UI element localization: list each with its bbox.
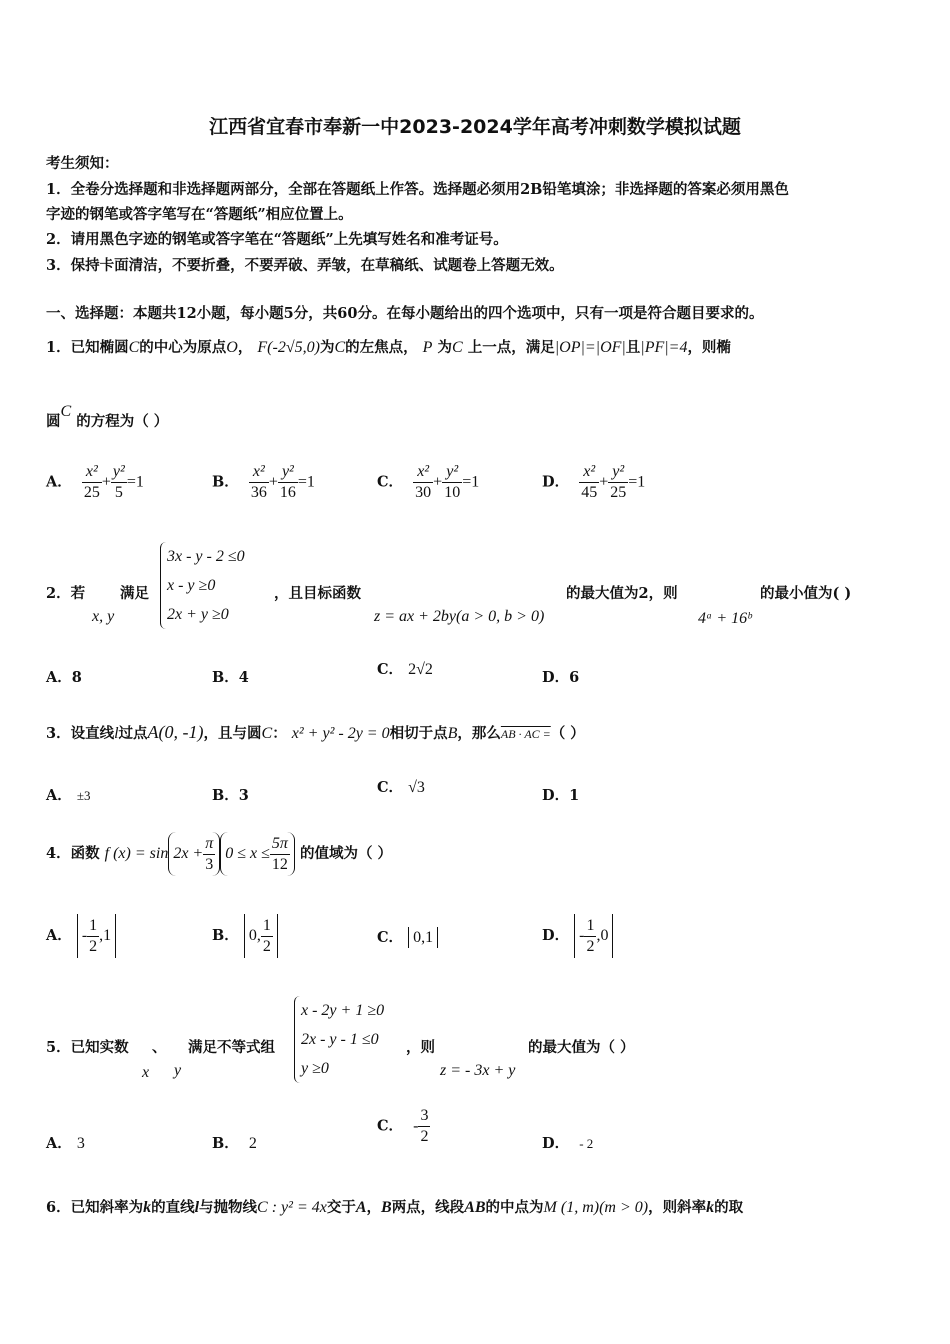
sign: -: [579, 927, 585, 944]
q4-arg: 2x +: [173, 845, 204, 862]
q2-text: 的最大值为2，则: [566, 585, 678, 602]
q6-a: A: [355, 1199, 367, 1216]
option-label: C．: [377, 661, 404, 678]
fraction: [442, 462, 462, 503]
option-label: C．: [377, 929, 404, 946]
denominator: 25: [83, 484, 100, 501]
numerator: y²: [608, 462, 628, 483]
constraint: 3x - y - 2 ≤0: [167, 548, 245, 565]
section-heading: 一、选择题：本题共12小题，每小题5分，共60分。在每小题给出的四个选项中，只有一项是符合题目要求的。: [46, 305, 764, 322]
q3-dot-product: AB · AC =: [500, 727, 551, 741]
q1-c: C: [128, 339, 140, 356]
q3-circle: x² + y² - 2y = 0: [291, 725, 390, 742]
question-1-line-1: [46, 336, 731, 357]
option-label: A．: [46, 927, 72, 944]
numerator: 1: [261, 916, 273, 937]
q2-option-d[interactable]: [542, 666, 579, 687]
q3-text: （ ）: [550, 725, 585, 742]
q4-text: 4．函数: [46, 845, 100, 862]
option-label: C．: [377, 1117, 404, 1135]
plus: +: [433, 473, 443, 491]
q2-option-c[interactable]: [377, 658, 433, 679]
q1-text: 的左焦点，: [345, 339, 418, 356]
q1-p: P: [422, 339, 433, 356]
fraction: [82, 462, 102, 503]
q2-text: 2．若: [46, 585, 86, 602]
q5-option-a[interactable]: [46, 1132, 85, 1153]
question-1-line-2: [46, 403, 169, 431]
q2-option-a[interactable]: [46, 666, 82, 687]
q5-objective: z = - 3x + y: [440, 1062, 516, 1079]
option-value: 1: [569, 787, 580, 804]
notice-item: 2．请用黑色字迹的钢笔或答字笔在“答题纸”上先填写姓名和准考证号。: [46, 231, 508, 248]
numerator: y²: [111, 462, 127, 483]
q2-constraint-system: [160, 542, 245, 629]
q3-l: l: [114, 725, 119, 742]
q5-y: y: [174, 1062, 182, 1079]
q6-text: ，: [366, 1199, 382, 1216]
question-6: [46, 1196, 743, 1217]
fraction: [270, 834, 290, 875]
paren-group: [168, 832, 220, 876]
fraction: [203, 834, 215, 875]
option-label: A．: [46, 1135, 72, 1152]
q3-text: ：: [272, 725, 287, 742]
numerator: x²: [249, 462, 269, 483]
q6-text: 的直线: [151, 1199, 195, 1216]
numerator: 5π: [270, 834, 290, 855]
constraint: x - 2y + 1 ≥0: [301, 1002, 385, 1019]
bound: ,0: [596, 927, 609, 944]
option-label: B．: [212, 787, 239, 804]
q2-objective: z = ax + 2by(a > 0, b > 0): [374, 608, 545, 625]
q1-text: ，则椭: [687, 339, 731, 356]
q2-vars: x, y: [92, 608, 115, 625]
q6-text: 两点，线段: [391, 1199, 465, 1216]
q6-text: 的中点为: [485, 1199, 544, 1216]
denominator: 3: [205, 855, 214, 873]
q4-domain: 0 ≤ x ≤: [225, 845, 270, 862]
notice-item: 字迹的钢笔或答字笔写在“答题纸”相应位置上。: [46, 206, 353, 223]
constraint: 2x - y - 1 ≤0: [301, 1031, 379, 1048]
option-value: 3: [76, 1135, 85, 1152]
q5-option-c[interactable]: [377, 1106, 430, 1147]
fraction: [413, 462, 433, 503]
option-label: D．: [542, 473, 570, 491]
q5-x: x: [142, 1064, 150, 1081]
option-value: 3: [238, 787, 249, 804]
q1-c: C: [452, 339, 463, 356]
bound: ,1: [99, 927, 112, 944]
q5-option-d[interactable]: [542, 1132, 593, 1153]
q4-text: 的值域为（ ）: [300, 845, 393, 862]
denominator: 45: [581, 484, 598, 501]
numerator: 1: [87, 916, 99, 937]
q1-c: C: [334, 339, 346, 356]
q3-option-c[interactable]: [377, 776, 425, 797]
q1-cond-1: |OP|=|OF|: [554, 339, 626, 356]
q1-text: 圆: [46, 413, 61, 430]
numerator: π: [203, 834, 215, 855]
q3-c: C: [261, 725, 273, 742]
option-label: C．: [377, 473, 404, 491]
fraction: [87, 916, 99, 957]
notice-item: 3．保持卡面清洁，不要折叠，不要弄破、弄皱，在草稿纸、试题卷上答题无效。: [46, 257, 564, 274]
q4-option-c[interactable]: [377, 926, 438, 947]
plus: +: [101, 473, 111, 491]
sign: -: [413, 1117, 419, 1135]
option-value: 2√2: [408, 661, 433, 678]
q5-text: ，则: [406, 1039, 435, 1056]
denominator: 2: [262, 937, 271, 955]
option-label: B．: [212, 927, 239, 944]
q2-text: ，且目标函数: [274, 585, 361, 602]
bracket: [574, 914, 613, 958]
q1-text: 的中心为原点: [139, 339, 227, 356]
q3-option-b[interactable]: [212, 784, 249, 805]
fraction: [261, 916, 273, 957]
q4-option-d[interactable]: [542, 914, 613, 958]
denominator: 25: [610, 484, 627, 501]
q1-option-b[interactable]: [212, 462, 315, 503]
plus: +: [599, 473, 609, 491]
equals: =1: [628, 473, 646, 491]
question-4: [46, 832, 392, 876]
plus: +: [268, 473, 278, 491]
fraction: [418, 1106, 430, 1147]
q3-text: ，那么: [457, 725, 501, 742]
denominator: 2: [586, 937, 595, 955]
q3-text: 相切于点: [389, 725, 448, 742]
option-value: 8: [71, 669, 82, 686]
q1-option-c[interactable]: [377, 462, 479, 503]
option-label: B．: [212, 669, 239, 686]
numerator: x²: [82, 462, 102, 483]
q2-text: 的最小值为( ): [760, 585, 852, 602]
fraction: [111, 462, 127, 503]
bound: 0,: [248, 927, 261, 944]
q1-text: 1．已知椭圆: [46, 339, 129, 356]
q3-point-a: A(0, -1): [147, 722, 204, 742]
paren-group: [220, 832, 295, 876]
q1-text: 为: [437, 339, 453, 356]
numerator: y²: [442, 462, 462, 483]
constraint: 2x + y ≥0: [167, 606, 229, 623]
option-label: A．: [46, 787, 72, 804]
numerator: 3: [418, 1106, 430, 1127]
denominator: 2: [89, 937, 98, 955]
bracket: [244, 914, 278, 958]
denominator: 30: [415, 484, 432, 501]
q3-text: ，且与圆: [203, 725, 262, 742]
q4-option-b[interactable]: [212, 914, 278, 958]
q1-text: 为: [319, 339, 335, 356]
option-label: D．: [542, 787, 570, 804]
fraction: [608, 462, 628, 503]
q5-text: 的最大值为（ ）: [528, 1039, 635, 1056]
q1-c: C: [60, 403, 72, 420]
q1-cond-2: |PF|=4: [640, 339, 688, 356]
q4-option-a[interactable]: [46, 914, 116, 958]
denominator: 5: [114, 484, 123, 501]
q5-text: 满足不等式组: [188, 1039, 275, 1056]
q1-text: 且: [625, 339, 641, 356]
fraction: [278, 462, 298, 503]
q2-option-b[interactable]: [212, 666, 249, 687]
notice-item: 1．全卷分选择题和非选择题两部分，全部在答题纸上作答。选择题必须用2B铅笔填涂；非选择题的答案必须用黑色: [46, 181, 789, 198]
q5-constraint-system: [294, 996, 384, 1083]
q1-option-a[interactable]: [46, 462, 144, 503]
option-label: A．: [46, 473, 72, 491]
denominator: 12: [271, 855, 288, 873]
q6-ab: AB: [464, 1199, 486, 1216]
equals: =1: [297, 473, 315, 491]
option-label: A．: [46, 669, 72, 686]
numerator: y²: [278, 462, 298, 483]
q6-l: l: [194, 1199, 200, 1216]
q2-text: 满足: [120, 585, 149, 602]
q6-k: k: [143, 1199, 152, 1216]
q3-option-a[interactable]: [46, 784, 90, 805]
q1-o: O: [226, 339, 238, 356]
fraction: [584, 916, 596, 957]
constraint: x - y ≥0: [167, 577, 216, 594]
option-label: D．: [542, 927, 570, 944]
q5-text: 、: [152, 1039, 167, 1056]
numerator: x²: [413, 462, 433, 483]
q1-text: 上一点，满足: [467, 339, 555, 356]
q2-expression: 4ᵃ + 16ᵇ: [698, 610, 752, 627]
q6-text: ，则斜率: [648, 1199, 707, 1216]
q6-midpoint: M (1, m)(m > 0): [543, 1199, 649, 1216]
q6-text: 的取: [714, 1199, 744, 1216]
question-3: [46, 722, 585, 743]
option-value: 4: [238, 669, 249, 686]
option-value: √3: [408, 779, 425, 796]
q1-option-d[interactable]: [542, 462, 645, 503]
option-value: - 2: [579, 1136, 594, 1151]
option-value: 0,1: [408, 927, 438, 948]
option-label: D．: [542, 669, 570, 686]
page-title: 江西省宜春市奉新一中2023-2024学年高考冲刺数学模拟试题: [209, 116, 741, 138]
fraction: [249, 462, 269, 503]
q3-option-d[interactable]: [542, 784, 579, 805]
numerator: 1: [584, 916, 596, 937]
q3-text: 3．设直线: [46, 725, 115, 742]
option-label: C．: [377, 779, 404, 796]
q3-point-b: B: [447, 725, 458, 742]
denominator: 10: [444, 484, 461, 501]
q3-text: 过点: [118, 725, 148, 742]
q6-text: 与抛物线: [199, 1199, 258, 1216]
q6-text: 交于: [326, 1199, 356, 1216]
equals: =1: [462, 473, 480, 491]
option-label: B．: [212, 1135, 239, 1152]
denominator: 36: [250, 484, 267, 501]
q6-text: 6．已知斜率为: [46, 1199, 144, 1216]
constraint: y ≥0: [301, 1060, 329, 1077]
bracket: [77, 914, 116, 958]
denominator: 2: [420, 1128, 429, 1145]
q4-function: f (x) = sin: [104, 845, 169, 862]
option-label: D．: [542, 1135, 570, 1152]
option-value: 2: [248, 1135, 257, 1152]
fraction: [579, 462, 599, 503]
q1-text: ，: [237, 339, 253, 356]
q6-k: k: [706, 1199, 715, 1216]
q5-option-b[interactable]: [212, 1132, 257, 1153]
option-label: B．: [212, 473, 239, 491]
q6-parabola: C : y² = 4x: [257, 1199, 327, 1216]
numerator: x²: [579, 462, 599, 483]
denominator: 16: [279, 484, 296, 501]
notice-heading: 考生须知：: [46, 155, 119, 172]
q6-b: B: [381, 1199, 392, 1216]
q1-text: 的方程为（ ）: [76, 413, 169, 430]
equals: =1: [126, 473, 144, 491]
q5-text: 5．已知实数: [46, 1039, 129, 1056]
option-value: 6: [569, 669, 580, 686]
q1-focus: F(-2√5,0): [257, 339, 320, 356]
sign: -: [81, 927, 88, 944]
option-value: ±3: [76, 788, 91, 803]
